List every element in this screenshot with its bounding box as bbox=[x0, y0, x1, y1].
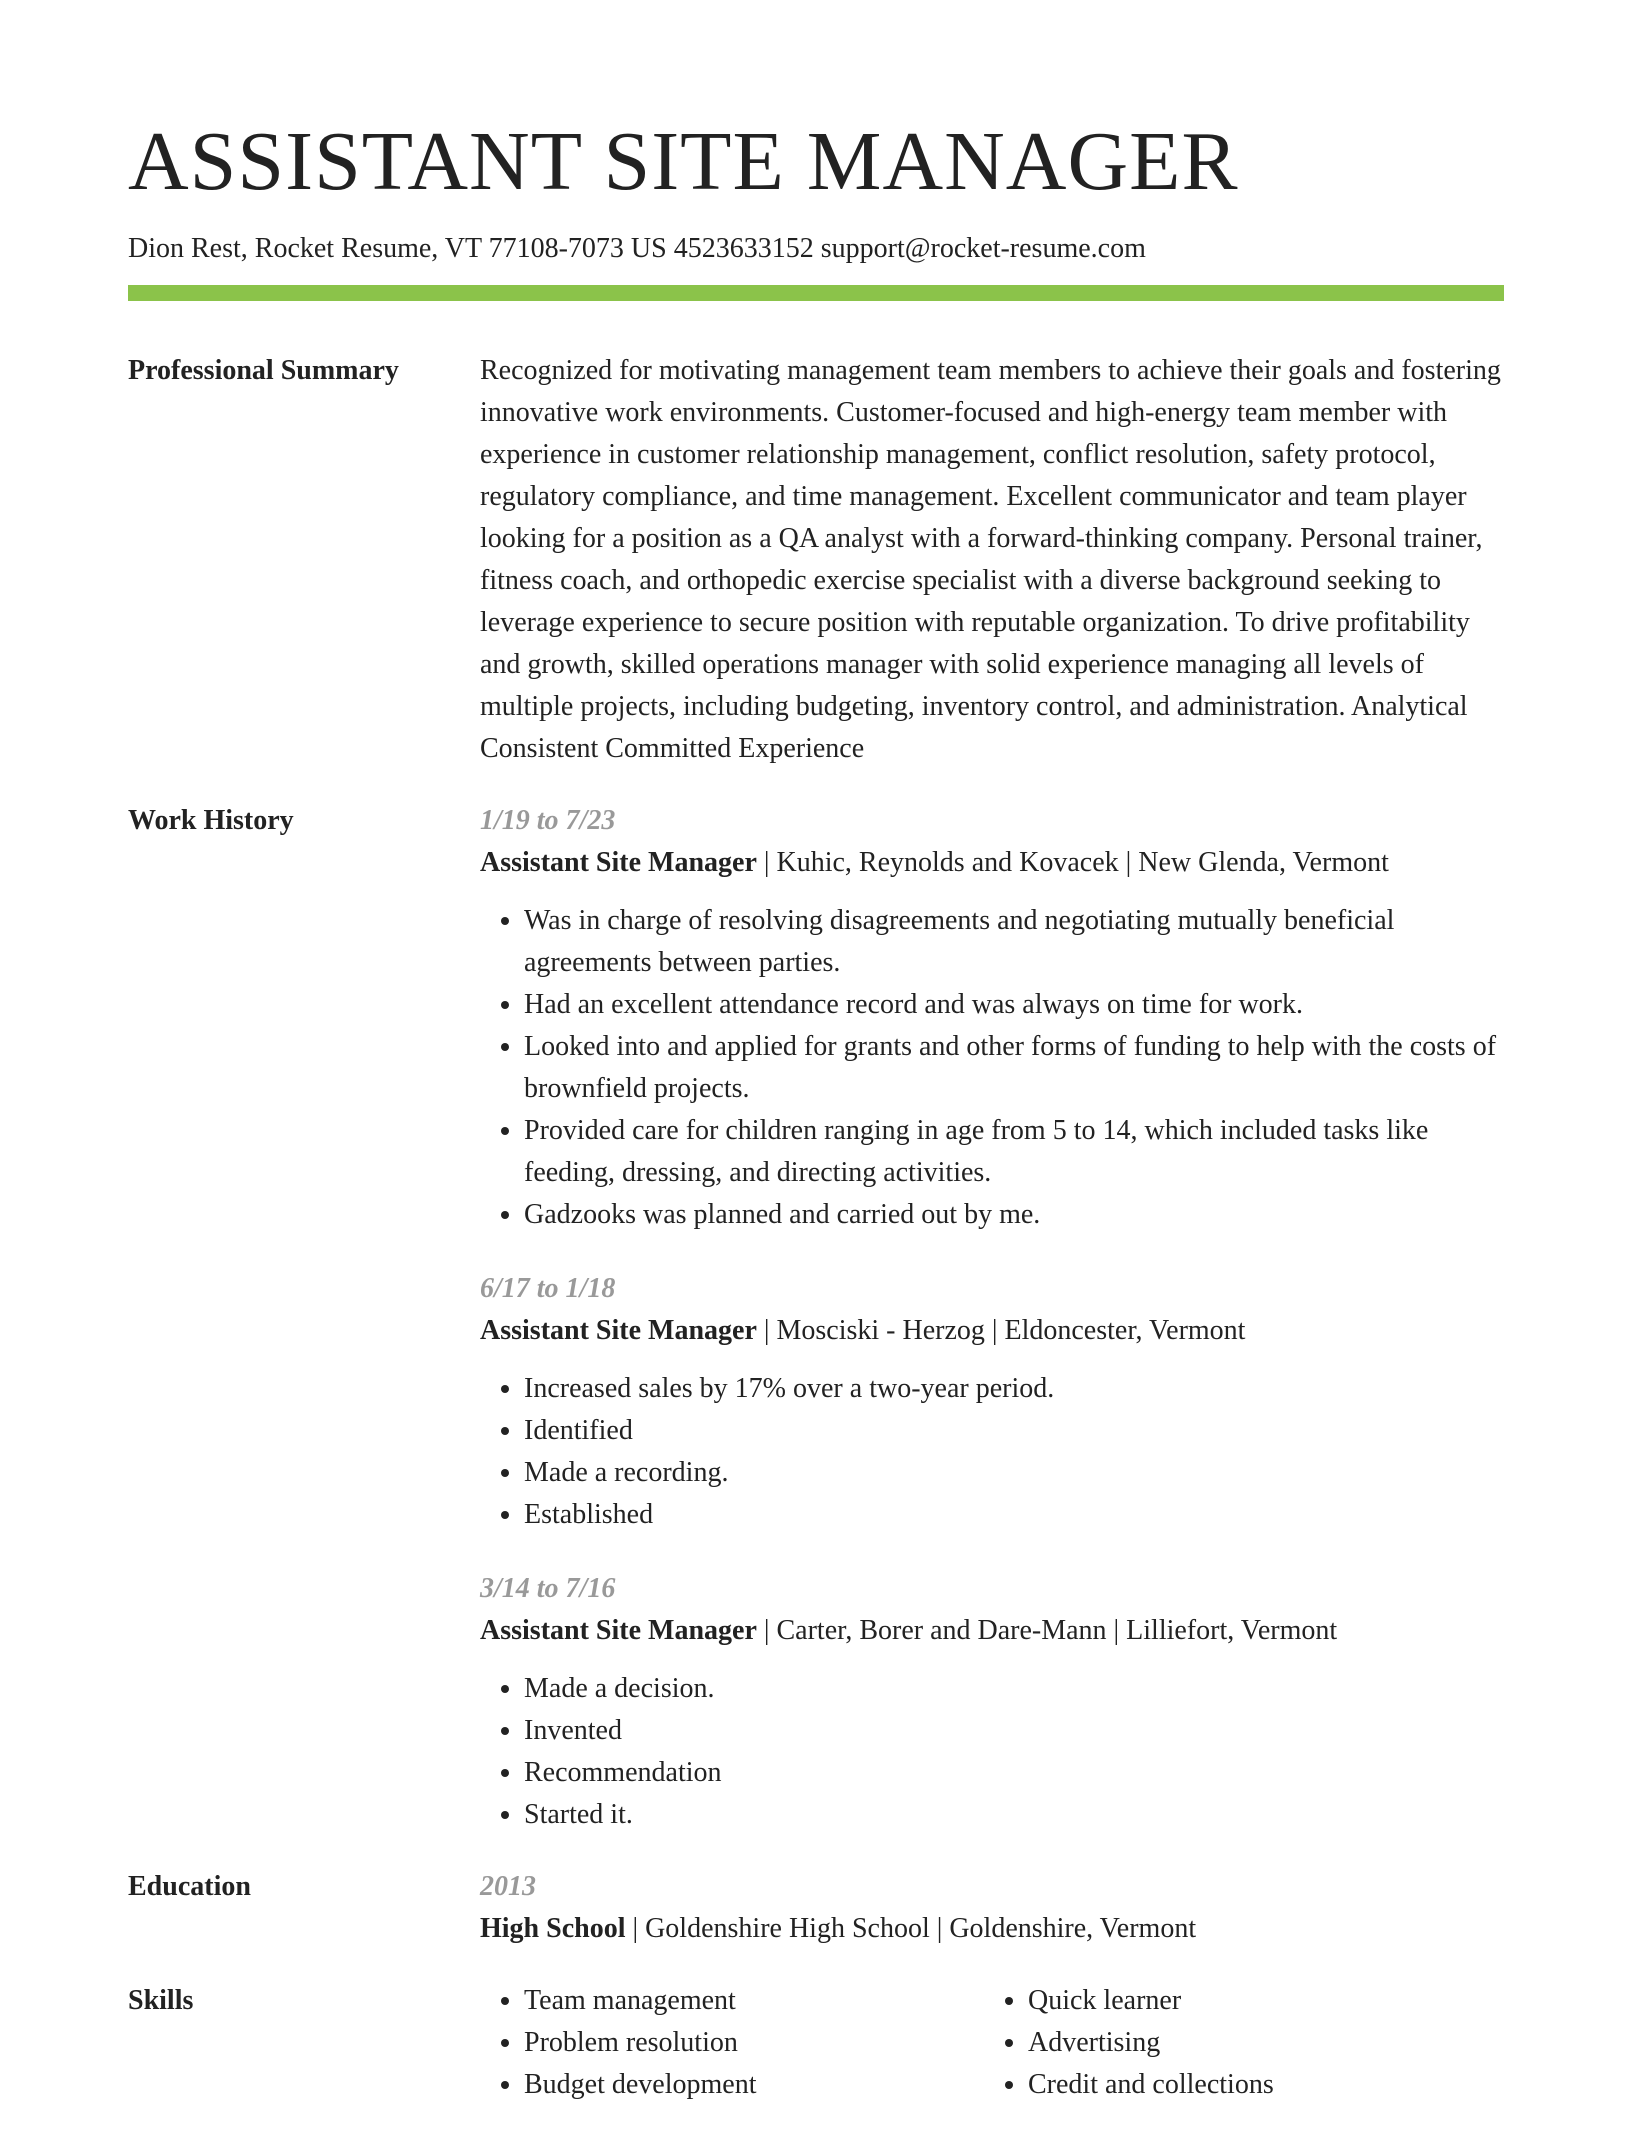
job-entry bbox=[480, 800, 1504, 1236]
list-item: • Gadzooks was planned and carried out by me. bbox=[524, 1194, 1504, 1236]
list-item: • Identified bbox=[524, 1410, 1504, 1452]
job-bullets bbox=[480, 1668, 1504, 1836]
skill-item: • Problem resolution bbox=[524, 2022, 984, 2064]
list-item: • Made a decision. bbox=[524, 1668, 1504, 1710]
summary-text: Recognized for motivating management team members to achieve their goals and fostering innovative work environments. Customer-focused and high-energy team member with experience in customer relationship management, conflict resolution, safety protocol, regulatory compliance, and time management. Excellent communicator and team player looking for a position as a QA analyst with a forward-thinking company. Personal trainer, fitness coach, and orthopedic exercise specialist with a diverse background seeking to leverage experience to secure position with reputable organization. To drive profitability and growth, skilled operations manager with solid experience managing all levels of multiple projects, including budgeting, inventory control, and administration. Analytical Consistent Committed Experience bbox=[480, 355, 1501, 764]
education-degree: High School bbox=[480, 1913, 626, 1944]
section-body bbox=[480, 800, 1504, 1836]
job-entry bbox=[480, 1268, 1504, 1536]
job-header bbox=[480, 1310, 1504, 1352]
job-bullets bbox=[480, 900, 1504, 1236]
job-title: Assistant Site Manager bbox=[480, 847, 757, 878]
section-body bbox=[480, 1980, 1508, 2106]
list-item: • Had an excellent attendance record and was always on time for work. bbox=[524, 984, 1504, 1026]
job-header bbox=[480, 842, 1504, 884]
contact-line: Dion Rest, Rocket Resume, VT 77108-7073 US 4523633152 support@rocket-resume.com bbox=[128, 233, 1146, 264]
skills-section bbox=[128, 1980, 1504, 2106]
section-title: Professional Summary bbox=[128, 355, 399, 386]
skill-item: • Credit and collections bbox=[1028, 2064, 1508, 2106]
skills-list-left bbox=[480, 1980, 984, 2106]
job-title: Assistant Site Manager bbox=[480, 1615, 757, 1646]
job-title: Assistant Site Manager bbox=[480, 1315, 757, 1346]
work-history-section bbox=[128, 800, 1504, 1836]
skills-columns bbox=[480, 1980, 1508, 2106]
section-body bbox=[480, 350, 1504, 770]
skill-item: • Quick learner bbox=[1028, 1980, 1508, 2022]
list-item: • Invented bbox=[524, 1710, 1504, 1752]
list-item: • Made a recording. bbox=[524, 1452, 1504, 1494]
list-item: • Provided care for children ranging in age from 5 to 14, which included tasks like feeding, dressing, and directing activities. bbox=[524, 1110, 1504, 1194]
professional-summary-section bbox=[128, 350, 1504, 770]
job-dates: 1/19 to 7/23 bbox=[480, 805, 616, 836]
education-year: 2013 bbox=[480, 1871, 536, 1902]
list-item: • Increased sales by 17% over a two-year period. bbox=[524, 1368, 1504, 1410]
section-title: Work History bbox=[128, 805, 294, 836]
job-details: | Mosciski - Herzog | Eldoncester, Vermont bbox=[756, 1315, 1246, 1346]
skill-item: • Team management bbox=[524, 1980, 984, 2022]
skill-item: • Budget development bbox=[524, 2064, 984, 2106]
education-section bbox=[128, 1866, 1504, 1950]
job-dates: 6/17 to 1/18 bbox=[480, 1273, 616, 1304]
resume-sections bbox=[128, 350, 1504, 2136]
list-item: • Established bbox=[524, 1494, 1504, 1536]
job-dates: 3/14 to 7/16 bbox=[480, 1573, 616, 1604]
skills-list-right bbox=[984, 1980, 1508, 2106]
section-body bbox=[480, 1866, 1504, 1950]
section-title: Education bbox=[128, 1871, 251, 1902]
list-item: • Looked into and applied for grants and other forms of funding to help with the costs of brownfield projects. bbox=[524, 1026, 1504, 1110]
job-details: | Kuhic, Reynolds and Kovacek | New Glenda, Vermont bbox=[756, 847, 1389, 878]
education-details: | Goldenshire High School | Goldenshire, Vermont bbox=[625, 1913, 1197, 1944]
job-bullets bbox=[480, 1368, 1504, 1536]
job-header bbox=[480, 1610, 1504, 1652]
education-header bbox=[480, 1908, 1504, 1950]
skill-item: • Advertising bbox=[1028, 2022, 1508, 2064]
list-item: • Started it. bbox=[524, 1794, 1504, 1836]
list-item: • Was in charge of resolving disagreements and negotiating mutually beneficial agreements between parties. bbox=[524, 900, 1504, 984]
job-entry bbox=[480, 1568, 1504, 1836]
section-title: Skills bbox=[128, 1985, 194, 2016]
resume-title: ASSISTANT SITE MANAGER bbox=[128, 115, 1239, 208]
job-details: | Carter, Borer and Dare-Mann | Lilliefort, Vermont bbox=[756, 1615, 1338, 1646]
accent-divider bbox=[128, 285, 1504, 301]
list-item: • Recommendation bbox=[524, 1752, 1504, 1794]
